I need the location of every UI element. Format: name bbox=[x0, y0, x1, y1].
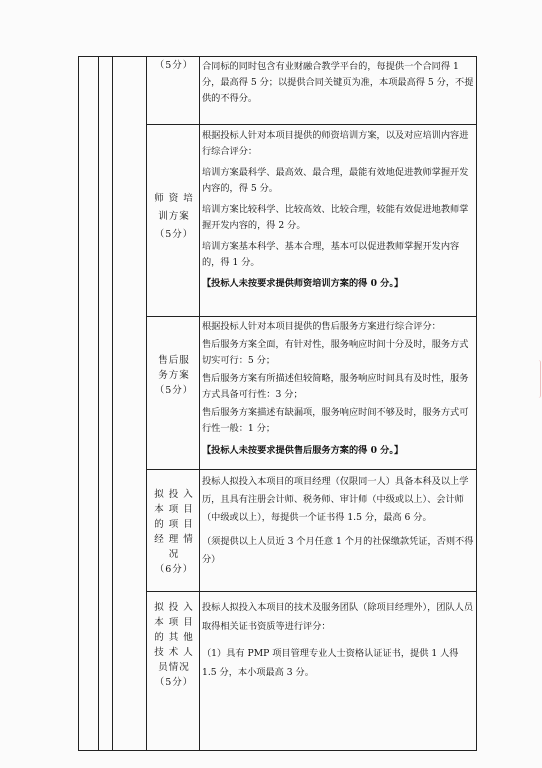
description-paragraph: （1）具有 PMP 项目管理专业人士资格认证证书，提供 1 人得 1.5 分，本小项最高 3 分。 bbox=[202, 648, 459, 678]
criterion-label-line: 务方案 bbox=[158, 370, 190, 381]
description-paragraph-bold: 【投标人未按要求提供师资培训方案的得 0 分。】 bbox=[202, 278, 404, 289]
criterion-label-line: 师 资 培 bbox=[154, 193, 194, 204]
description-paragraph: 售后服务方案描述有缺漏项，服务响应时间不够及时，服务方式可行性一般：1 分； bbox=[202, 407, 469, 434]
criterion-label-line: 的 其 他 bbox=[154, 632, 194, 643]
criterion-description bbox=[202, 598, 474, 682]
criterion-label-line: 拟 投 入 bbox=[154, 489, 194, 500]
description-paragraph: 培训方案最科学、最高效、最合理，最能有效地促进教师掌握开发内容的，得 5 分。 bbox=[202, 167, 469, 194]
description-paragraph: 根据投标人针对本项目提供的师资培训方案，以及对应培训内容进行综合评分： bbox=[202, 130, 469, 157]
criterion-label-line: （5分） bbox=[154, 677, 194, 688]
criterion-label-line: （5分） bbox=[154, 385, 194, 396]
criterion-description bbox=[202, 59, 474, 107]
criterion-description bbox=[202, 319, 474, 459]
criterion-label bbox=[148, 600, 200, 690]
red-stamp-mark bbox=[536, 360, 541, 398]
description-paragraph: 根据投标人针对本项目提供的售后服务方案进行综合评分： bbox=[202, 321, 441, 332]
criterion-label-line: （5分） bbox=[154, 229, 194, 240]
criterion-label-line: 训方案 bbox=[158, 211, 190, 222]
criterion-label-line: 本 项 目 bbox=[154, 617, 194, 628]
description-paragraph: 售后服务方案有所描述但较简略，服务响应时间具有及时性，服务方式具备可行性：3 分； bbox=[202, 373, 469, 400]
description-paragraph: 投标人拟投入本项目的技术及服务团队（除项目经理外），团队人员取得相关证书资质等进行评分： bbox=[202, 602, 474, 632]
criterion-label-line: 本 项 目 bbox=[154, 504, 194, 515]
criterion-label-line: 员情况 bbox=[158, 662, 190, 673]
criterion-label-line: 技 术 人 bbox=[154, 647, 194, 658]
description-paragraph: 培训方案基本科学、基本合理，基本可以促进教师掌握开发内容的，得 1 分。 bbox=[202, 241, 460, 268]
description-paragraph: 售后服务方案全面，有针对性，服务响应时间十分及时，服务方式切实可行：5 分； bbox=[202, 339, 469, 366]
description-paragraph: （须提供以上人员近 3 个月任意 1 个月的社保缴款凭证，否则不得分） bbox=[202, 536, 474, 565]
criterion-description bbox=[202, 128, 474, 292]
criterion-label-line: 的 项 目 bbox=[154, 519, 194, 530]
criterion-label bbox=[148, 58, 200, 73]
criterion-label-line: （6分） bbox=[154, 564, 194, 575]
table-row-divider bbox=[146, 469, 477, 470]
table-border-left bbox=[78, 56, 79, 750]
criterion-label-line: 况 bbox=[168, 549, 180, 560]
criterion-description bbox=[202, 473, 474, 569]
description-paragraph: 合同标的同时包含有业财融合教学平台的，每提供一个合同得 1 分，最高得 5 分；以提供合同关键页为准，本项最高得 5 分，不提供的不得分。 bbox=[202, 61, 474, 104]
criterion-label bbox=[148, 487, 200, 577]
description-paragraph: 投标人拟投入本项目的项目经理（仅限同一人）具备本科及以上学历，且具有注册会计师、税务师、审计师（中级或以上）、会计师（中级或以上），每提供一个证书得 1.5 分，最高 6 分。 bbox=[202, 476, 469, 523]
criterion-label bbox=[148, 191, 200, 242]
table-divider-1 bbox=[98, 56, 99, 750]
table-divider-2 bbox=[112, 56, 113, 750]
description-paragraph: 培训方案比较科学、比较高效、比较合理，较能有效促进地教师掌握开发内容的，得 2 分。 bbox=[202, 204, 469, 231]
table-border-right bbox=[476, 56, 477, 750]
table-row-bottom bbox=[78, 750, 477, 751]
criterion-label-line: 售后服 bbox=[158, 355, 190, 366]
table-divider-3 bbox=[146, 56, 147, 750]
criterion-label-line: （5分） bbox=[154, 60, 194, 71]
table-row-divider bbox=[146, 124, 477, 125]
criterion-label-line: 经 理 情 bbox=[154, 534, 194, 545]
table-row-divider bbox=[146, 591, 477, 592]
table-row-top bbox=[78, 56, 477, 57]
criterion-label-line: 拟 投 入 bbox=[154, 602, 194, 613]
description-paragraph-bold: 【投标人未按要求提供售后服务方案的得 0 分。】 bbox=[202, 445, 404, 456]
table-row-divider bbox=[146, 316, 477, 317]
criterion-label bbox=[148, 353, 200, 398]
